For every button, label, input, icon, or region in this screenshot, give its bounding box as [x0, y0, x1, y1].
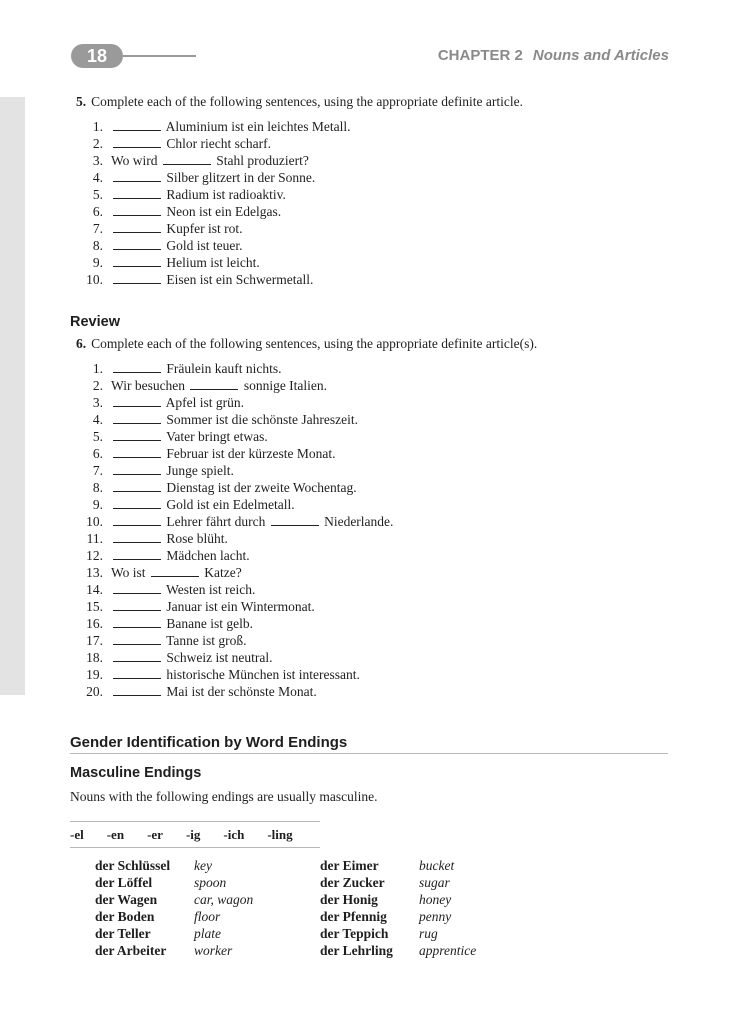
item-number: 12.	[86, 548, 103, 563]
header-rule	[123, 55, 196, 57]
vocab-row	[95, 942, 253, 959]
exercise-item	[76, 152, 350, 169]
exercise-item	[76, 377, 393, 394]
item-number: 10.	[86, 514, 103, 529]
item-text: Helium ist leicht.	[163, 255, 260, 270]
item-number: 1.	[92, 119, 103, 134]
chapter-label: CHAPTER 2	[437, 47, 523, 64]
answer-blank	[113, 220, 161, 233]
item-sentence	[111, 237, 243, 254]
exercise-item	[76, 254, 350, 271]
item-sentence	[111, 615, 253, 632]
answer-blank	[113, 411, 161, 424]
exercise-item	[76, 513, 393, 530]
german-noun: der Schlüssel	[95, 858, 171, 873]
item-lead-text: Wir besuchen	[111, 378, 189, 393]
item-number: 5.	[92, 429, 103, 444]
review-heading: Review	[70, 314, 120, 330]
vocab-row	[320, 908, 476, 925]
exercise-item	[76, 598, 393, 615]
item-text: Chlor riecht scharf.	[163, 136, 271, 151]
ending-suffix: -el	[70, 826, 84, 842]
exercise-item	[76, 615, 393, 632]
item-number: 14.	[86, 582, 103, 597]
item-text: historische München ist interessant.	[163, 667, 360, 682]
item-text: Februar ist der kürzeste Monat.	[163, 446, 336, 461]
exercise-item	[76, 135, 350, 152]
item-sentence	[111, 169, 315, 186]
item-number: 8.	[92, 238, 103, 253]
german-noun: der Löffel	[95, 875, 153, 890]
english-translation: floor	[194, 909, 221, 924]
vocab-row	[320, 925, 476, 942]
item-number: 15.	[86, 599, 103, 614]
answer-blank	[190, 377, 238, 390]
item-text: Neon ist ein Edelgas.	[163, 204, 282, 219]
item-text: Fräulein kauft nichts.	[163, 361, 282, 376]
item-text: Rose blüht.	[163, 531, 228, 546]
german-noun: der Boden	[95, 909, 155, 924]
item-number: 4.	[92, 412, 103, 427]
exercise-item	[76, 271, 350, 288]
page-header	[0, 0, 737, 80]
answer-blank	[113, 428, 161, 441]
vocab-row	[95, 925, 253, 942]
vocab-row	[95, 874, 253, 891]
item-text: Westen ist reich.	[163, 582, 256, 597]
item-text: Banane ist gelb.	[163, 616, 253, 631]
answer-blank	[113, 530, 161, 543]
exercise-6-instruction	[76, 336, 537, 352]
german-noun: der Zucker	[320, 875, 385, 890]
masculine-endings-heading: Masculine Endings	[70, 765, 202, 781]
item-number: 20.	[86, 684, 103, 699]
answer-blank	[113, 683, 161, 696]
item-number: 11.	[86, 531, 103, 546]
item-text: sonnige Italien.	[240, 378, 328, 393]
exercise-item	[76, 169, 350, 186]
english-translation: plate	[194, 926, 221, 941]
answer-blank	[113, 513, 161, 526]
exercise-item	[76, 394, 393, 411]
answer-blank	[113, 118, 161, 131]
item-sentence	[111, 411, 358, 428]
item-sentence	[111, 445, 335, 462]
item-number: 13.	[86, 565, 103, 580]
exercise-item	[76, 581, 393, 598]
exercise-item	[76, 632, 393, 649]
item-sentence	[111, 220, 242, 237]
item-number: 18.	[86, 650, 103, 665]
chapter-title	[438, 47, 669, 64]
item-sentence	[111, 186, 286, 203]
item-sentence	[111, 547, 250, 564]
item-sentence	[111, 254, 260, 271]
answer-blank	[113, 666, 161, 679]
exercise-item	[76, 445, 393, 462]
exercise-item	[76, 462, 393, 479]
answer-blank	[113, 254, 161, 267]
exercise-item	[76, 649, 393, 666]
item-number: 6.	[92, 204, 103, 219]
answer-blank	[271, 513, 319, 526]
instruction-text: Complete each of the following sentences, using the appropriate definite article.	[91, 94, 523, 109]
item-text: Radium ist radioaktiv.	[163, 187, 286, 202]
item-sentence	[111, 513, 393, 530]
answer-blank	[113, 360, 161, 373]
item-number: 6.	[92, 446, 103, 461]
answer-blank	[113, 632, 161, 645]
exercise-5-instruction	[76, 94, 523, 110]
vocab-row	[320, 942, 476, 959]
answer-blank	[113, 237, 161, 250]
vocab-row	[320, 891, 476, 908]
exercise-item	[76, 666, 393, 683]
item-sentence	[111, 135, 271, 152]
item-text: Schweiz ist neutral.	[163, 650, 273, 665]
exercise-item	[76, 547, 393, 564]
answer-blank	[113, 598, 161, 611]
item-text: Silber glitzert in der Sonne.	[163, 170, 316, 185]
chapter-subtitle: Nouns and Articles	[532, 47, 669, 64]
answer-blank	[113, 496, 161, 509]
german-noun: der Eimer	[320, 858, 379, 873]
answer-blank	[113, 394, 161, 407]
item-text: Mädchen lacht.	[163, 548, 250, 563]
answer-blank	[113, 203, 161, 216]
endings-list	[70, 821, 320, 848]
english-translation: sugar	[419, 875, 450, 890]
item-sentence	[111, 360, 281, 377]
answer-blank	[113, 462, 161, 475]
item-text: Sommer ist die schönste Jahreszeit.	[163, 412, 358, 427]
ending-suffix: -ich	[223, 826, 245, 842]
item-number: 3.	[92, 153, 103, 168]
item-text: Niederlande.	[320, 514, 394, 529]
item-text: Januar ist ein Wintermonat.	[163, 599, 315, 614]
vocab-row	[95, 908, 253, 925]
item-number: 19.	[86, 667, 103, 682]
item-text: Apfel ist grün.	[163, 395, 244, 410]
german-noun: der Wagen	[95, 892, 158, 907]
item-text: Katze?	[200, 565, 242, 580]
item-number: 3.	[92, 395, 103, 410]
item-sentence	[111, 564, 242, 581]
item-sentence	[111, 649, 272, 666]
exercise-item	[76, 220, 350, 237]
answer-blank	[113, 649, 161, 662]
item-number: 1.	[92, 361, 103, 376]
item-lead-text: Wo ist	[111, 565, 149, 580]
ending-suffix: -ig	[185, 826, 201, 842]
item-text: Gold ist ein Edelmetall.	[163, 497, 295, 512]
ending-suffix: -er	[147, 826, 163, 842]
gender-section-heading: Gender Identification by Word Endings	[70, 734, 668, 754]
item-text: Mai ist der schönste Monat.	[163, 684, 317, 699]
item-text: Gold ist teuer.	[163, 238, 243, 253]
ending-suffix: -ling	[267, 826, 293, 842]
item-sentence	[111, 428, 268, 445]
margin-bar	[0, 97, 25, 695]
item-text: Junge spielt.	[163, 463, 234, 478]
masculine-endings-intro: Nouns with the following endings are usually masculine.	[70, 789, 378, 804]
answer-blank	[113, 271, 161, 284]
answer-blank	[151, 564, 199, 577]
item-sentence	[111, 377, 327, 394]
german-noun: der Lehrling	[320, 943, 393, 958]
item-number: 16.	[86, 616, 103, 631]
item-sentence	[111, 598, 315, 615]
item-number: 2.	[92, 378, 103, 393]
exercise-item	[76, 360, 393, 377]
german-noun: der Teppich	[320, 926, 389, 941]
vocab-row	[320, 857, 476, 874]
english-translation: penny	[419, 909, 452, 924]
exercise-item	[76, 186, 350, 203]
answer-blank	[113, 135, 161, 148]
ending-suffix: -en	[106, 826, 125, 842]
english-translation: bucket	[419, 858, 455, 873]
german-noun: der Arbeiter	[95, 943, 167, 958]
vocab-row	[320, 874, 476, 891]
item-lead-text: Wo wird	[111, 153, 161, 168]
exercise-item	[76, 530, 393, 547]
item-number: 2.	[92, 136, 103, 151]
item-sentence	[111, 666, 360, 683]
answer-blank	[113, 169, 161, 182]
item-sentence	[111, 632, 247, 649]
vocab-row	[95, 891, 253, 908]
answer-blank	[113, 186, 161, 199]
exercise-item	[76, 479, 393, 496]
exercise-item	[76, 203, 350, 220]
exercise-6-items	[76, 360, 393, 700]
item-number: 9.	[92, 497, 103, 512]
exercise-5-items	[76, 118, 350, 288]
item-number: 17.	[86, 633, 103, 648]
answer-blank	[113, 445, 161, 458]
vocab-list-right	[320, 857, 476, 959]
exercise-item	[76, 496, 393, 513]
item-sentence	[111, 496, 295, 513]
english-translation: apprentice	[419, 943, 477, 958]
exercise-item	[76, 118, 350, 135]
item-sentence	[111, 683, 317, 700]
english-translation: honey	[419, 892, 452, 907]
item-number: 10.	[86, 272, 103, 287]
english-translation: rug	[419, 926, 438, 941]
vocab-row	[95, 857, 253, 874]
instruction-text: Complete each of the following sentences, using the appropriate definite article(s).	[91, 336, 538, 351]
answer-blank	[113, 581, 161, 594]
english-translation: key	[194, 858, 212, 873]
item-number: 8.	[92, 480, 103, 495]
item-text: Tanne ist groß.	[163, 633, 247, 648]
item-text: Aluminium ist ein leichtes Metall.	[163, 119, 351, 134]
answer-blank	[113, 547, 161, 560]
item-number: 9.	[92, 255, 103, 270]
vocab-list-left	[95, 857, 253, 959]
exercise-item	[76, 683, 393, 700]
item-text: Stahl produziert?	[212, 153, 309, 168]
german-noun: der Honig	[320, 892, 378, 907]
item-number: 5.	[92, 187, 103, 202]
answer-blank	[113, 615, 161, 628]
german-noun: der Teller	[95, 926, 151, 941]
item-sentence	[111, 530, 228, 547]
exercise-item	[76, 564, 393, 581]
item-text: Vater bringt etwas.	[163, 429, 268, 444]
exercise-item	[76, 237, 350, 254]
page-number: 18	[71, 44, 123, 68]
item-text: Dienstag ist der zweite Wochentag.	[163, 480, 357, 495]
item-sentence	[111, 394, 244, 411]
item-sentence	[111, 271, 313, 288]
item-number: 7.	[92, 221, 103, 236]
english-translation: worker	[194, 943, 233, 958]
answer-blank	[163, 152, 211, 165]
exercise-item	[76, 428, 393, 445]
exercise-number: 5.	[76, 94, 87, 109]
item-sentence	[111, 118, 350, 135]
item-number: 7.	[92, 463, 103, 478]
item-text: Kupfer ist rot.	[163, 221, 243, 236]
item-text: Eisen ist ein Schwermetall.	[163, 272, 314, 287]
english-translation: car, wagon	[194, 892, 254, 907]
item-sentence	[111, 203, 281, 220]
english-translation: spoon	[194, 875, 227, 890]
exercise-number: 6.	[76, 336, 87, 351]
item-number: 4.	[92, 170, 103, 185]
exercise-item	[76, 411, 393, 428]
item-sentence	[111, 581, 255, 598]
item-sentence	[111, 479, 357, 496]
german-noun: der Pfennig	[320, 909, 387, 924]
item-sentence	[111, 462, 234, 479]
item-sentence	[111, 152, 309, 169]
item-text: Lehrer fährt durch	[163, 514, 266, 529]
answer-blank	[113, 479, 161, 492]
